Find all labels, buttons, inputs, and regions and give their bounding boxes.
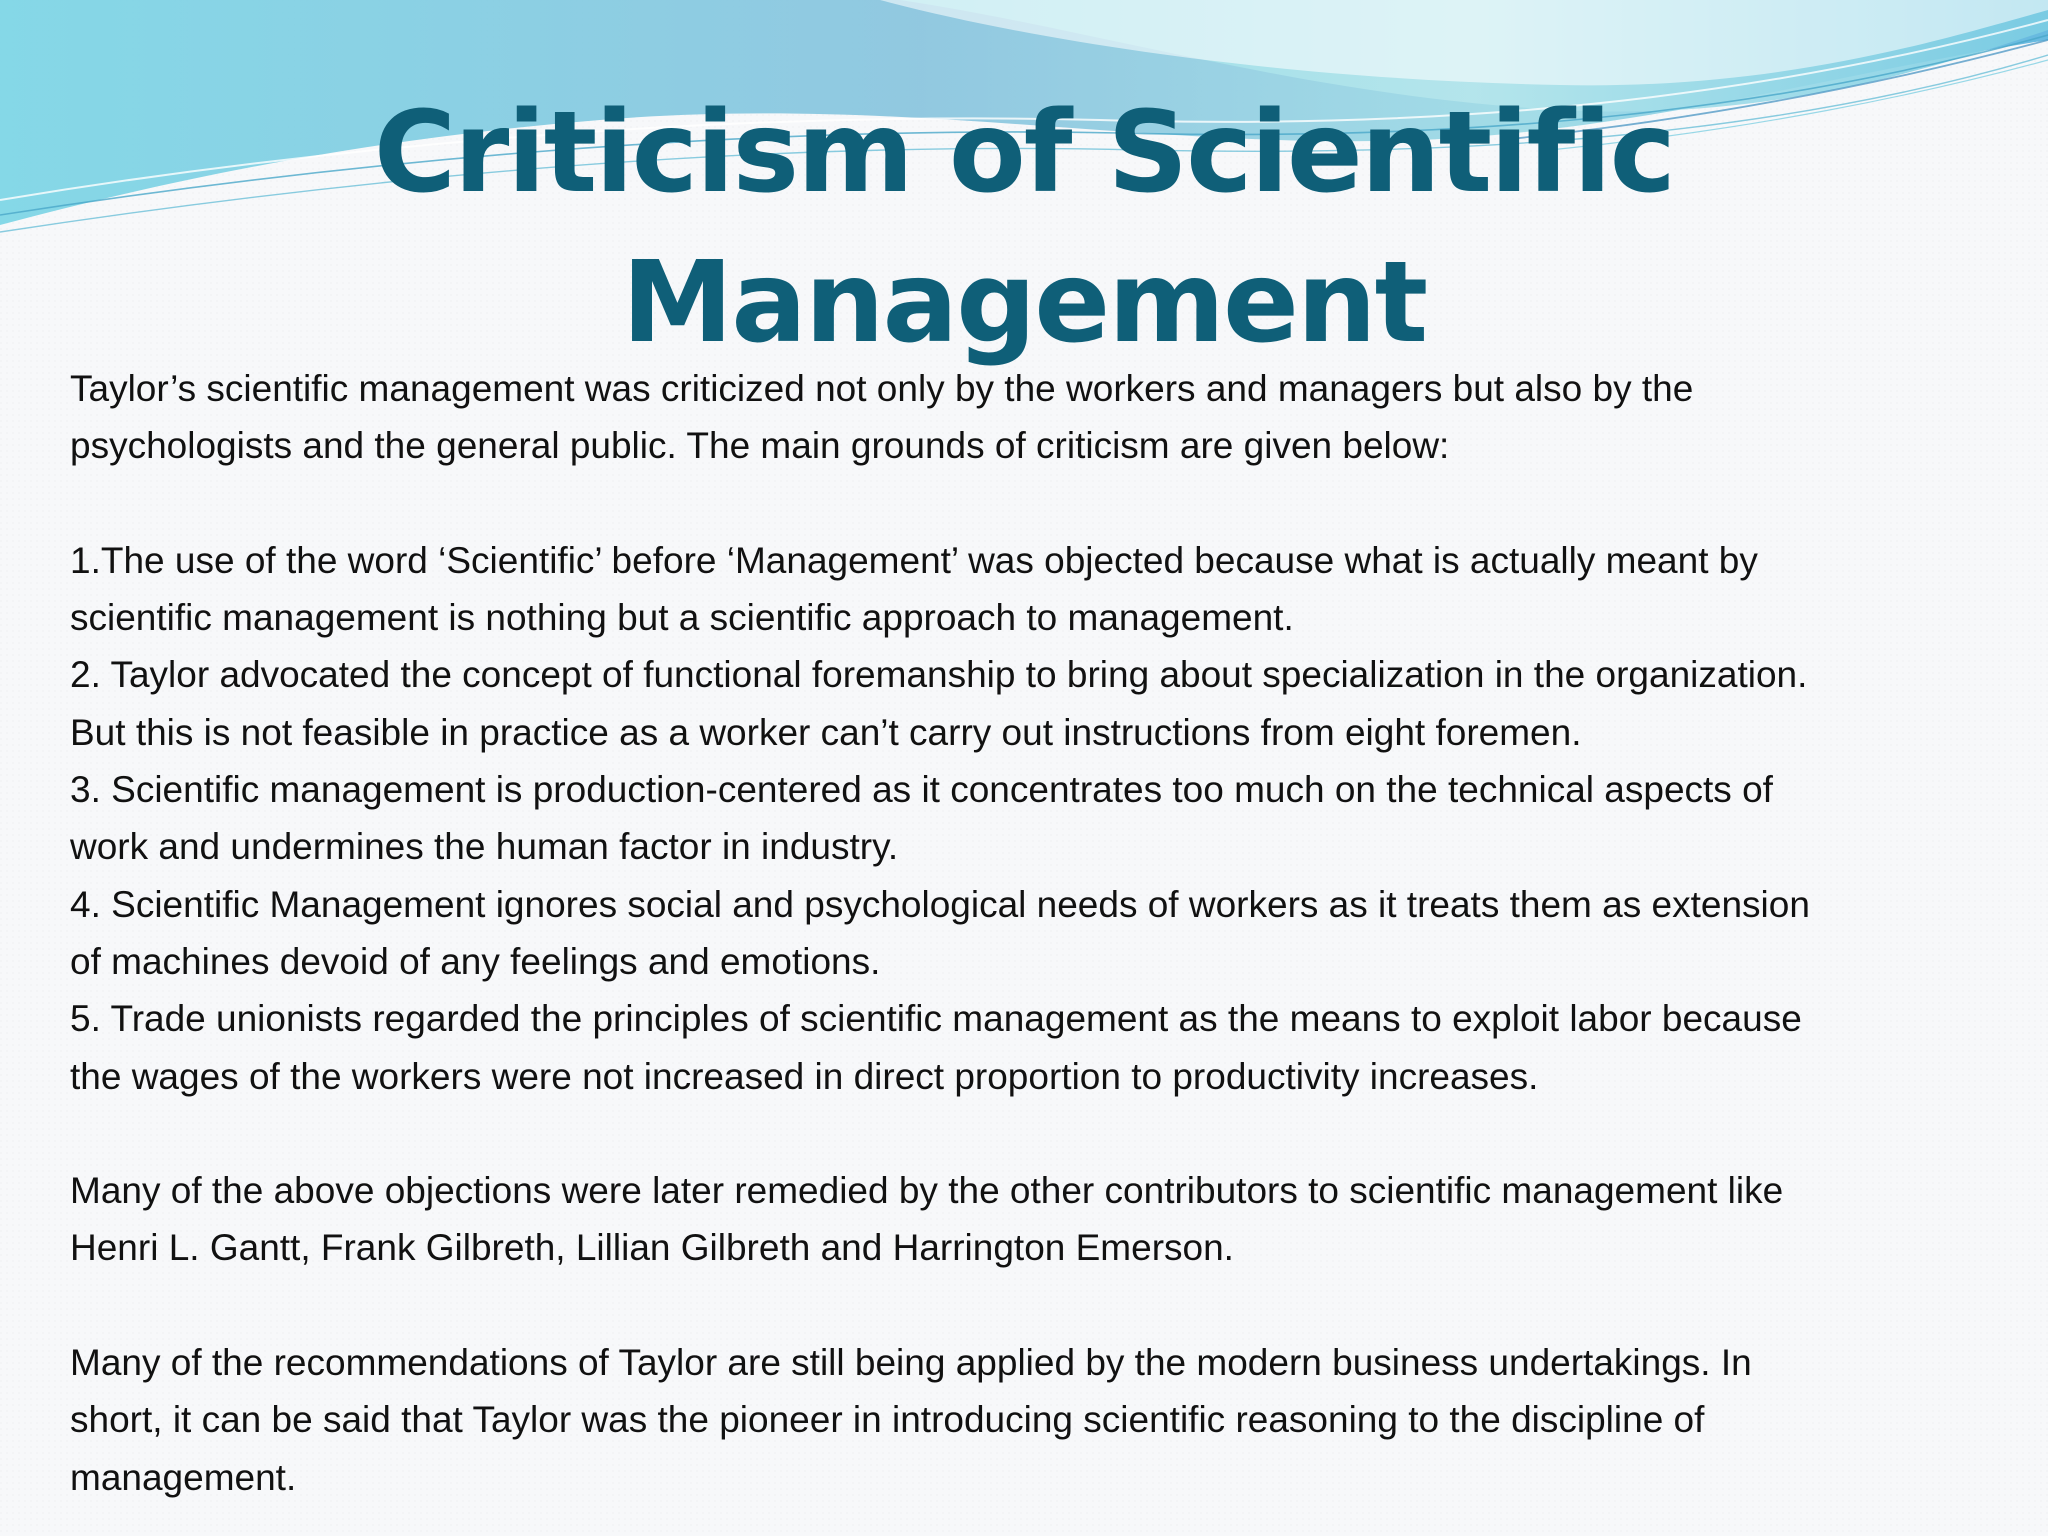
criticism-point-line: of machines devoid of any feelings and emotions.: [70, 940, 881, 982]
slide-title-line-1: Criticism of Scientific: [373, 88, 1675, 218]
slide-body-text: [70, 360, 2000, 1506]
criticism-point-line: 2. Taylor advocated the concept of functional foremanship to bring about specialization in the organization.: [70, 654, 1808, 696]
criticism-point-line: the wages of the workers were not increased in direct proportion to productivity increases.: [70, 1055, 1539, 1097]
intro-line: Taylor’s scientific management was criticized not only by the workers and managers but also by the: [70, 368, 1694, 409]
slide-title: [0, 78, 2048, 378]
conclusion-line: Many of the recommendations of Taylor are still being applied by the modern business undertakings. In: [70, 1342, 1752, 1384]
paragraph-gap: [70, 1105, 2000, 1162]
slide-title-line-2: Management: [621, 238, 1427, 368]
criticism-point-line: 4. Scientific Management ignores social and psychological needs of workers as it treats them as extension: [70, 883, 1810, 925]
intro-line: psychologists and the general public. The main grounds of criticism are given below:: [70, 425, 1450, 467]
criticism-point-line: work and undermines the human factor in industry.: [70, 826, 899, 868]
criticism-point-line: scientific management is nothing but a scientific approach to management.: [70, 597, 1294, 639]
remedied-line: Henri L. Gantt, Frank Gilbreth, Lillian Gilbreth and Harrington Emerson.: [70, 1227, 1234, 1269]
criticism-point-line: 1.The use of the word ‘Scientific’ before ‘Management’ was objected because what is actually meant by: [70, 539, 1758, 581]
conclusion-line: short, it can be said that Taylor was the pioneer in introducing scientific reasoning to the discipline of: [70, 1399, 1705, 1441]
paragraph-gap: [70, 1277, 2000, 1334]
conclusion-line: management.: [70, 1456, 297, 1498]
criticism-point-line: 5. Trade unionists regarded the principles of scientific management as the means to exploit labor because: [70, 998, 1802, 1040]
criticism-point-line: 3. Scientific management is production-centered as it concentrates too much on the technical aspects of: [70, 769, 1773, 811]
paragraph-gap: [70, 475, 2000, 532]
remedied-line: Many of the above objections were later remedied by the other contributors to scientific management like: [70, 1170, 1784, 1212]
criticism-point-line: But this is not feasible in practice as a worker can’t carry out instructions from eight foremen.: [70, 711, 1582, 753]
